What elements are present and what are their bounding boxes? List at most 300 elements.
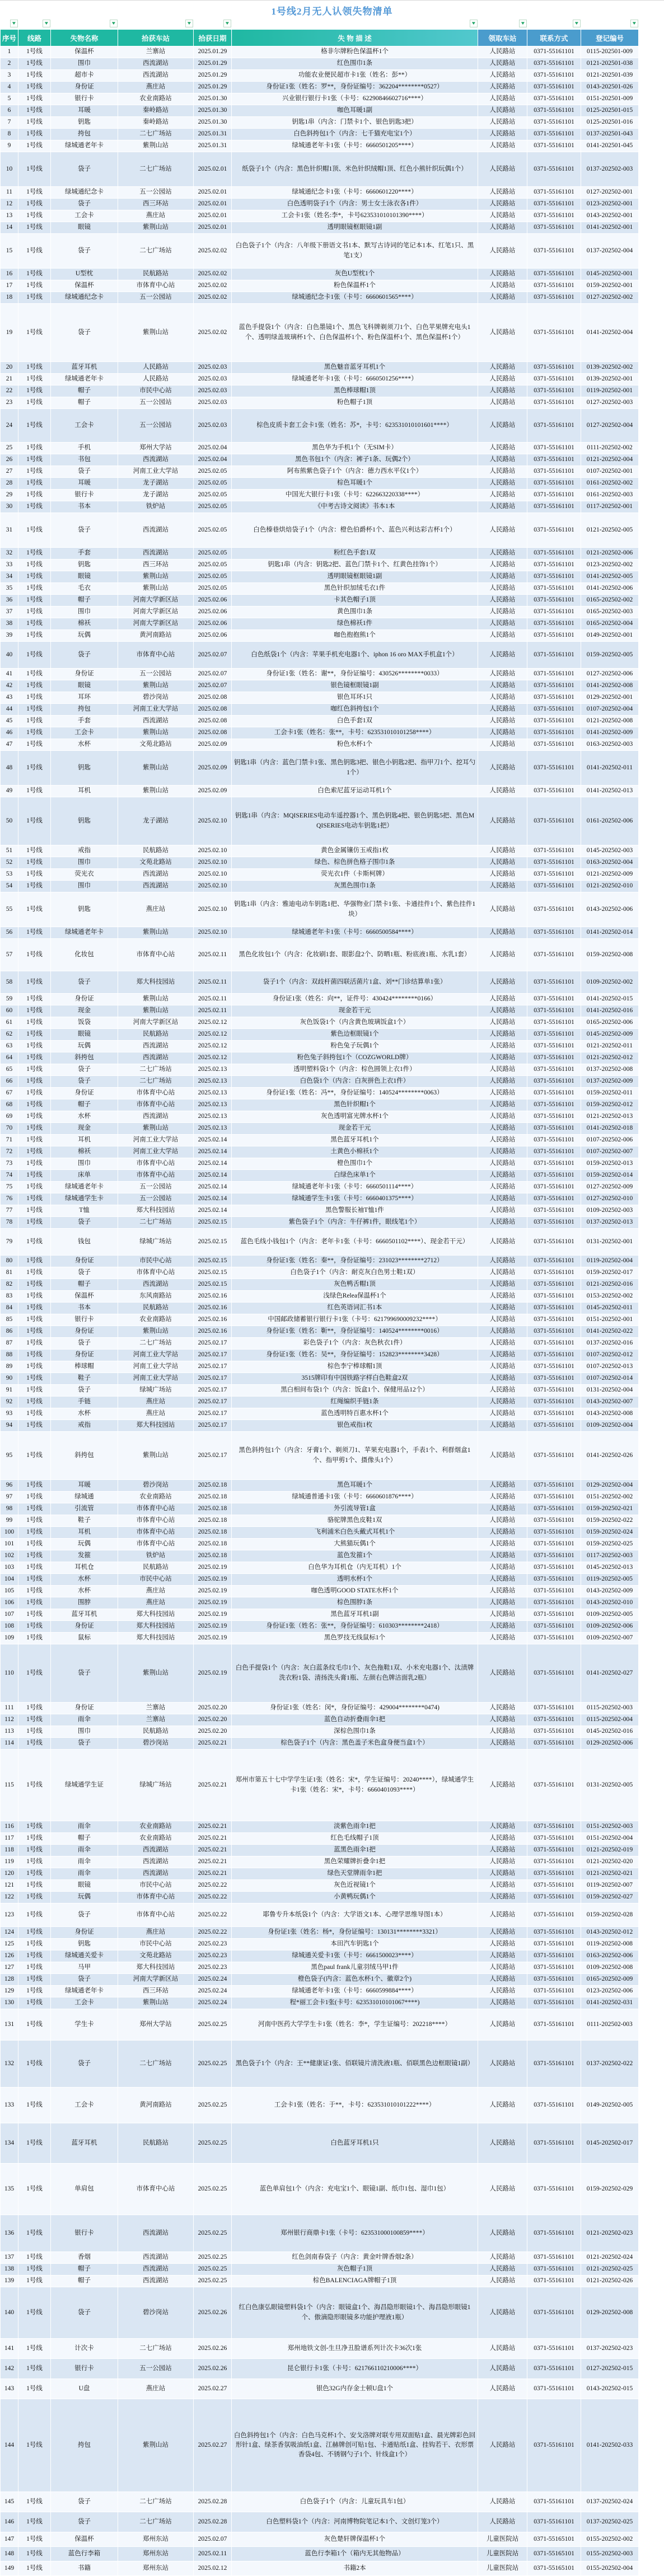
cell-item-name: 书本 bbox=[51, 1303, 118, 1314]
cell-found-station: 五一公园站 bbox=[118, 187, 194, 199]
cell-index: 31 bbox=[1, 513, 18, 548]
cell-found-station: 铁炉站 bbox=[118, 501, 194, 513]
cell-registration-no: 0165-202502-009 bbox=[581, 1974, 639, 1986]
lost-items-sheet bbox=[0, 1, 664, 2576]
cell-pickup-station: 人民路站 bbox=[478, 1833, 527, 1845]
cell-item-name: 荧光衣 bbox=[51, 869, 118, 881]
cell-index: 99 bbox=[1, 1515, 18, 1527]
cell-description: 袋子1个（内含：双歧杆菌四联活菌片1盒、刘**门诊结算单1张） bbox=[232, 971, 478, 994]
cell-index: 1 bbox=[1, 46, 18, 58]
cell-description: 黑色化妆包1个（内含：化妆刷1套、眼影盘2个、防晒1瓶、粉底液1瓶、水乳1套） bbox=[232, 939, 478, 971]
cell-contact-phone: 0371-55161101 bbox=[527, 397, 581, 409]
cell-registration-no: 0143-202502-009 bbox=[581, 1586, 639, 1597]
cell-contact-phone: 0371-55161101 bbox=[527, 548, 581, 560]
cell-index: 136 bbox=[1, 2215, 18, 2252]
cell-found-station: 西流湖站 bbox=[118, 2264, 194, 2276]
table-row bbox=[1, 1939, 639, 1950]
cell-description: 中国邮政储蓄银行银行卡1张（卡号：621799690009232****） bbox=[232, 1314, 478, 1326]
cell-found-station: 紫荆山站 bbox=[118, 680, 194, 692]
cell-registration-no: 0155-202502-003 bbox=[581, 2547, 639, 2561]
cell-found-station: 文苑北路站 bbox=[118, 1950, 194, 1962]
filter-dropdown-button[interactable] bbox=[470, 20, 478, 27]
cell-line: 1号线 bbox=[18, 1041, 51, 1052]
cell-registration-no: 0121-202502-009 bbox=[581, 869, 639, 881]
cell-found-station: 紫荆山站 bbox=[118, 727, 194, 739]
cell-line: 1号线 bbox=[18, 1005, 51, 1017]
cell-found-date: 2025.02.18 bbox=[194, 1503, 232, 1515]
cell-found-station: 市体育中心站 bbox=[118, 1267, 194, 1279]
filter-dropdown-button[interactable] bbox=[519, 20, 527, 27]
table-row bbox=[1, 454, 639, 466]
cell-description: 白色榛巷烘焙袋子1个（内含：橙色伯爵杯1个、蓝色兴利达彩吉杯1个） bbox=[232, 513, 478, 548]
cell-contact-phone: 0371-55161101 bbox=[527, 881, 581, 892]
cell-description: 白色华为耳机仓（内无耳机）1个 bbox=[232, 1562, 478, 1574]
cell-found-station: 五一公园站 bbox=[118, 1193, 194, 1205]
cell-description: 蓝色手提袋1个（内含：白色墨镜1个、黑色飞科牌剃须刀1个、白色苹果牌充电头1个、透明绿盖玻璃杯1个、白色保温杯1个、粉色保温杯1个、黑色保温杯1个） bbox=[232, 304, 478, 362]
cell-line: 1号线 bbox=[18, 478, 51, 490]
table-row bbox=[1, 199, 639, 210]
cell-item-name: 袋子 bbox=[51, 1385, 118, 1397]
cell-pickup-station: 人民路站 bbox=[478, 2492, 527, 2512]
cell-registration-no: 0161-202502-002 bbox=[581, 478, 639, 490]
cell-found-station: 燕庄站 bbox=[118, 1927, 194, 1939]
cell-found-station: 民航路站 bbox=[118, 1303, 194, 1314]
cell-description: 白色塑料袋1个（内含：河南博物院笔记本1个、文创灯笼3个） bbox=[232, 2512, 478, 2532]
cell-contact-phone: 0371-55161101 bbox=[527, 1738, 581, 1750]
cell-found-station: 燕庄站 bbox=[118, 1597, 194, 1609]
table-row bbox=[1, 222, 639, 234]
cell-found-date: 2025.02.15 bbox=[194, 1279, 232, 1291]
cell-description: 绿城通学生卡1张（卡号：6660401375****） bbox=[232, 1193, 478, 1205]
cell-found-station: 燕庄站 bbox=[118, 1586, 194, 1597]
cell-found-station: 兰寨站 bbox=[118, 46, 194, 58]
cell-found-date: 2025.02.16 bbox=[194, 1291, 232, 1303]
cell-found-station: 绿城广场站 bbox=[118, 1229, 194, 1256]
cell-found-station: 西流湖站 bbox=[118, 716, 194, 727]
table-row bbox=[1, 386, 639, 397]
cell-line: 1号线 bbox=[18, 210, 51, 222]
cell-contact-phone: 0371-55161101 bbox=[527, 374, 581, 386]
cell-index: 145 bbox=[1, 2492, 18, 2512]
cell-found-station: 市体育中心站 bbox=[118, 1892, 194, 1903]
cell-pickup-station: 人民路站 bbox=[478, 892, 527, 927]
cell-registration-no: 0121-202502-010 bbox=[581, 881, 639, 892]
cell-contact-phone: 0371-55161101 bbox=[527, 1256, 581, 1267]
cell-line: 1号线 bbox=[18, 2123, 51, 2164]
cell-line: 1号线 bbox=[18, 786, 51, 797]
table-row bbox=[1, 187, 639, 199]
cell-index: 28 bbox=[1, 478, 18, 490]
table-row bbox=[1, 2088, 639, 2123]
table-row bbox=[1, 2041, 639, 2088]
cell-index: 83 bbox=[1, 1291, 18, 1303]
cell-found-date: 2025.02.12 bbox=[194, 1041, 232, 1052]
cell-registration-no: 0129-202502-001 bbox=[581, 692, 639, 704]
cell-contact-phone: 0371-55161101 bbox=[527, 939, 581, 971]
cell-found-date: 2025.02.19 bbox=[194, 1574, 232, 1586]
cell-description: 大熊猫玩偶1个 bbox=[232, 1539, 478, 1550]
cell-contact-phone: 0371-55161101 bbox=[527, 797, 581, 845]
cell-contact-phone: 0371-55161101 bbox=[527, 1029, 581, 1041]
cell-line: 1号线 bbox=[18, 1123, 51, 1135]
cell-item-name: 棒球帽 bbox=[51, 1361, 118, 1373]
cell-line: 1号线 bbox=[18, 1527, 51, 1539]
cell-line: 1号线 bbox=[18, 2264, 51, 2276]
cell-index: 131 bbox=[1, 2009, 18, 2041]
cell-index: 66 bbox=[1, 1076, 18, 1088]
cell-registration-no: 0143-202502-007 bbox=[581, 1397, 639, 1408]
cell-found-station: 西流湖站 bbox=[118, 1111, 194, 1123]
cell-line: 1号线 bbox=[18, 443, 51, 454]
cell-line: 1号线 bbox=[18, 1361, 51, 1373]
cell-pickup-station: 人民路站 bbox=[478, 187, 527, 199]
cell-pickup-station: 人民路站 bbox=[478, 1111, 527, 1123]
cell-index: 70 bbox=[1, 1123, 18, 1135]
table-row bbox=[1, 1099, 639, 1111]
cell-line: 1号线 bbox=[18, 234, 51, 269]
filter-dropdown-button[interactable] bbox=[223, 20, 231, 27]
cell-found-station: 兰寨站 bbox=[118, 1714, 194, 1726]
filter-dropdown-button[interactable] bbox=[185, 20, 193, 27]
cell-line: 1号线 bbox=[18, 704, 51, 716]
cell-index: 138 bbox=[1, 2264, 18, 2276]
cell-item-name: U型枕 bbox=[51, 269, 118, 280]
filter-dropdown-button[interactable] bbox=[110, 20, 118, 27]
cell-contact-phone: 0371-55161101 bbox=[527, 1714, 581, 1726]
cell-contact-phone: 0371-55161101 bbox=[527, 1703, 581, 1714]
cell-index: 60 bbox=[1, 1005, 18, 1017]
cell-found-station: 市体育中心站 bbox=[118, 642, 194, 669]
cell-contact-phone: 0371-55161101 bbox=[527, 58, 581, 70]
cell-contact-phone: 0371-55161101 bbox=[527, 994, 581, 1005]
cell-description: 黑色华为手机1个（无SIM卡） bbox=[232, 443, 478, 454]
cell-contact-phone: 0371-55161101 bbox=[527, 869, 581, 881]
filter-cell-contact bbox=[527, 20, 581, 29]
cell-description: 身份证1张（姓名：冯**，身份证编号：140524********0063） bbox=[232, 1088, 478, 1099]
table-row bbox=[1, 1750, 639, 1821]
cell-index: 112 bbox=[1, 1714, 18, 1726]
cell-pickup-station: 人民路站 bbox=[478, 642, 527, 669]
cell-index: 4 bbox=[1, 82, 18, 93]
cell-line: 1号线 bbox=[18, 1986, 51, 1997]
cell-found-date: 2025.01.29 bbox=[194, 58, 232, 70]
cell-description: 紫色边框眼镜1个 bbox=[232, 1029, 478, 1041]
cell-index: 147 bbox=[1, 2532, 18, 2547]
cell-index: 140 bbox=[1, 2287, 18, 2339]
cell-index: 63 bbox=[1, 1041, 18, 1052]
cell-found-date: 2025.02.06 bbox=[194, 618, 232, 630]
cell-item-name: 眼镜 bbox=[51, 1029, 118, 1041]
cell-found-date: 2025.02.08 bbox=[194, 716, 232, 727]
cell-pickup-station: 人民路站 bbox=[478, 927, 527, 939]
cell-item-name: 银行卡 bbox=[51, 93, 118, 105]
cell-registration-no: 0119-202502-008 bbox=[581, 1939, 639, 1950]
cell-found-station: 市体育中心站 bbox=[118, 1170, 194, 1182]
cell-description: 绿城通老年卡1张（卡号：6660501256****） bbox=[232, 374, 478, 386]
cell-description: 黑色警服长袖T恤1件 bbox=[232, 1205, 478, 1217]
cell-item-name: 耳环 bbox=[51, 692, 118, 704]
cell-description: 骆驼牌黑色皮鞋1双 bbox=[232, 1515, 478, 1527]
cell-registration-no: 0121-202502-016 bbox=[581, 1279, 639, 1291]
cell-line: 1号线 bbox=[18, 2164, 51, 2215]
cell-found-date: 2025.02.21 bbox=[194, 1833, 232, 1845]
table-row bbox=[1, 1291, 639, 1303]
cell-contact-phone: 0371-55161101 bbox=[527, 1432, 581, 1480]
cell-item-name: 袋子 bbox=[51, 1903, 118, 1927]
cell-item-name: 床单 bbox=[51, 1170, 118, 1182]
cell-registration-no: 0127-202502-002 bbox=[581, 292, 639, 304]
cell-registration-no: 0123-202502-006 bbox=[581, 1986, 639, 1997]
cell-index: 148 bbox=[1, 2547, 18, 2561]
cell-pickup-station: 人民路站 bbox=[478, 374, 527, 386]
cell-index: 109 bbox=[1, 1633, 18, 1644]
table-row bbox=[1, 1326, 639, 1338]
table-row bbox=[1, 1621, 639, 1633]
cell-pickup-station: 人民路站 bbox=[478, 2164, 527, 2215]
cell-found-station: 紫荆山站 bbox=[118, 927, 194, 939]
cell-item-name: 袋子 bbox=[51, 2492, 118, 2512]
cell-registration-no: 0159-202502-022 bbox=[581, 1515, 639, 1527]
cell-pickup-station: 人民路站 bbox=[478, 971, 527, 994]
cell-pickup-station: 人民路站 bbox=[478, 2399, 527, 2492]
cell-item-name: T恤 bbox=[51, 1205, 118, 1217]
cell-found-date: 2025.02.13 bbox=[194, 1123, 232, 1135]
cell-pickup-station: 人民路站 bbox=[478, 478, 527, 490]
cell-pickup-station: 人民路站 bbox=[478, 704, 527, 716]
cell-line: 1号线 bbox=[18, 1373, 51, 1385]
cell-contact-phone: 0371-55161101 bbox=[527, 1821, 581, 1833]
cell-found-station: 五一公园站 bbox=[118, 669, 194, 680]
table-row bbox=[1, 1480, 639, 1492]
cell-contact-phone: 0371-55161101 bbox=[527, 1326, 581, 1338]
cell-found-date: 2025.02.17 bbox=[194, 1385, 232, 1397]
cell-found-date: 2025.02.23 bbox=[194, 1939, 232, 1950]
cell-registration-no: 0121-202502-005 bbox=[581, 513, 639, 548]
filter-dropdown-button[interactable] bbox=[10, 20, 18, 27]
cell-found-date: 2025.02.17 bbox=[194, 1408, 232, 1420]
cell-contact-phone: 0371-55161101 bbox=[527, 1397, 581, 1408]
cell-found-date: 2025.02.14 bbox=[194, 1135, 232, 1146]
cell-description: 钥匙1串（内含：门禁卡1个、银色钥匙3把） bbox=[232, 117, 478, 129]
table-row bbox=[1, 1574, 639, 1586]
table-row bbox=[1, 105, 639, 117]
cell-registration-no: 0141-202502-022 bbox=[581, 1326, 639, 1338]
cell-registration-no: 0121-202502-008 bbox=[581, 716, 639, 727]
cell-line: 1号线 bbox=[18, 1480, 51, 1492]
cell-pickup-station: 人民路站 bbox=[478, 1229, 527, 1256]
cell-registration-no: 0155-202502-002 bbox=[581, 2532, 639, 2547]
cell-line: 1号线 bbox=[18, 739, 51, 751]
cell-contact-phone: 0371-55161101 bbox=[527, 751, 581, 786]
cell-index: 50 bbox=[1, 797, 18, 845]
table-row bbox=[1, 1633, 639, 1644]
cell-pickup-station: 人民路站 bbox=[478, 1927, 527, 1939]
cell-found-station: 西流湖站 bbox=[118, 869, 194, 881]
cell-found-date: 2025.02.03 bbox=[194, 386, 232, 397]
cell-description: 黑色荣耀牌折叠伞1把 bbox=[232, 1856, 478, 1868]
cell-registration-no: 0107-202502-001 bbox=[581, 466, 639, 478]
cell-pickup-station: 人民路站 bbox=[478, 1146, 527, 1158]
cell-contact-phone: 0371-55161101 bbox=[527, 1111, 581, 1123]
cell-description: 透明水杯1个 bbox=[232, 1574, 478, 1586]
cell-found-station: 农业南路站 bbox=[118, 1492, 194, 1503]
cell-index: 25 bbox=[1, 443, 18, 454]
filter-dropdown-button[interactable] bbox=[573, 20, 581, 27]
cell-description: 河南中医药大学学生卡1张（姓名：李*，学生证编号：202218****） bbox=[232, 2009, 478, 2041]
cell-found-station: 河南工业大学站 bbox=[118, 1361, 194, 1373]
table-row bbox=[1, 1950, 639, 1962]
cell-pickup-station: 人民路站 bbox=[478, 1492, 527, 1503]
cell-contact-phone: 0371-55161101 bbox=[527, 1997, 581, 2009]
cell-registration-no: 0137-202502-022 bbox=[581, 2041, 639, 2088]
cell-found-date: 2025.02.17 bbox=[194, 1397, 232, 1408]
table-row bbox=[1, 93, 639, 105]
cell-description: 黑色棒球帽1顶 bbox=[232, 386, 478, 397]
cell-item-name: 蓝牙耳机 bbox=[51, 1609, 118, 1621]
cell-found-date: 2025.02.22 bbox=[194, 1903, 232, 1927]
cell-line: 1号线 bbox=[18, 140, 51, 152]
cell-contact-phone: 0371-55161101 bbox=[527, 1726, 581, 1738]
table-row bbox=[1, 618, 639, 630]
cell-item-name: 袋子 bbox=[51, 1064, 118, 1076]
cell-registration-no: 0137-202502-016 bbox=[581, 1338, 639, 1350]
cell-found-date: 2025.02.13 bbox=[194, 1088, 232, 1099]
table-row bbox=[1, 786, 639, 797]
cell-found-date: 2025.02.22 bbox=[194, 1927, 232, 1939]
table-row bbox=[1, 1586, 639, 1597]
cell-description: 银色戒指1枚 bbox=[232, 1420, 478, 1432]
cell-index: 23 bbox=[1, 397, 18, 409]
table-row bbox=[1, 129, 639, 140]
cell-registration-no: 0141-202502-031 bbox=[581, 1997, 639, 2009]
table-row bbox=[1, 1821, 639, 1833]
cell-index: 116 bbox=[1, 1821, 18, 1833]
cell-pickup-station: 人民路站 bbox=[478, 1135, 527, 1146]
cell-contact-phone: 0371-55161101 bbox=[527, 1597, 581, 1609]
cell-item-name: 钥匙 bbox=[51, 117, 118, 129]
cell-found-date: 2025.02.01 bbox=[194, 222, 232, 234]
table-row bbox=[1, 1217, 639, 1229]
cell-index: 102 bbox=[1, 1550, 18, 1562]
cell-found-date: 2025.02.16 bbox=[194, 1314, 232, 1326]
cell-description: 白色袋子1个（内含：耐克灰白色男士鞋1双） bbox=[232, 1267, 478, 1279]
table-row bbox=[1, 443, 639, 454]
cell-item-name: 身份证 bbox=[51, 1088, 118, 1099]
cell-line: 1号线 bbox=[18, 1099, 51, 1111]
cell-registration-no: 0165-202502-004 bbox=[581, 618, 639, 630]
cell-description: 白色手提袋1个（内含：灰白蓝条纹毛巾1个、灰色拖鞋1双、小米充电器1个、汰渍牌洗衣粉1袋、清扬洗头膏1瓶、左颜右色牌洁面乳2瓶） bbox=[232, 1644, 478, 1703]
cell-found-date: 2025.02.25 bbox=[194, 2088, 232, 2123]
cell-description: 灰色饭袋1个（内含黄色玻璃饭盒1个） bbox=[232, 1017, 478, 1029]
cell-contact-phone: 0371-55161101 bbox=[527, 692, 581, 704]
cell-line: 1号线 bbox=[18, 1076, 51, 1088]
cell-description: 白色纸袋1个（内含：苹果手机充电器1个、iphon 16 oro MAX手机盒1个） bbox=[232, 642, 478, 669]
cell-item-name: 眼镜 bbox=[51, 1880, 118, 1892]
cell-description: 棕色袋子1个（内含：黑色盖子米色盒身便当盒1个） bbox=[232, 1738, 478, 1750]
cell-line: 1号线 bbox=[18, 583, 51, 595]
cell-description: 身份证1张（姓名：向**，证件号：430424********0166） bbox=[232, 994, 478, 1005]
cell-item-name: 耳暖 bbox=[51, 1480, 118, 1492]
cell-found-date: 2025.02.05 bbox=[194, 466, 232, 478]
cell-registration-no: 0109-202502-006 bbox=[581, 1621, 639, 1633]
table-row bbox=[1, 680, 639, 692]
cell-pickup-station: 人民路站 bbox=[478, 2215, 527, 2252]
cell-index: 11 bbox=[1, 187, 18, 199]
cell-line: 1号线 bbox=[18, 797, 51, 845]
cell-found-station: 民航路站 bbox=[118, 2123, 194, 2164]
cell-registration-no: 0159-202502-008 bbox=[581, 939, 639, 971]
cell-pickup-station: 人民路站 bbox=[478, 1170, 527, 1182]
cell-description: 粉色保温杯1个 bbox=[232, 280, 478, 292]
cell-found-date: 2025.01.29 bbox=[194, 70, 232, 82]
cell-description: 身份证1张（姓名：靳**，身份证编号：140524********0016） bbox=[232, 1326, 478, 1338]
filter-dropdown-button[interactable] bbox=[43, 20, 50, 27]
cell-contact-phone: 0371-55161101 bbox=[527, 362, 581, 374]
cell-registration-no: 0141-202502-016 bbox=[581, 1005, 639, 1017]
cell-line: 1号线 bbox=[18, 1868, 51, 1880]
cell-found-date: 2025.02.10 bbox=[194, 797, 232, 845]
cell-item-name: 耳机 bbox=[51, 1135, 118, 1146]
cell-registration-no: 0143-202502-008 bbox=[581, 1408, 639, 1420]
cell-pickup-station: 人民路站 bbox=[478, 1205, 527, 1217]
cell-index: 21 bbox=[1, 374, 18, 386]
cell-description: 透明塑料袋1个（内含：棕色圆领上衣1件） bbox=[232, 1064, 478, 1076]
cell-line: 1号线 bbox=[18, 1927, 51, 1939]
cell-found-date: 2025.02.08 bbox=[194, 704, 232, 716]
cell-found-station: 黄河南路站 bbox=[118, 2088, 194, 2123]
cell-found-station: 河南大学新区站 bbox=[118, 1017, 194, 1029]
cell-pickup-station: 人民路站 bbox=[478, 1420, 527, 1432]
cell-found-station: 郑大科技园站 bbox=[118, 1420, 194, 1432]
table-row bbox=[1, 1903, 639, 1927]
cell-description: 钥匙1串（内含：蓝色门禁卡1张、黑色钥匙3把、银色小钥匙2把、指甲刀1个、挖耳勺1个） bbox=[232, 751, 478, 786]
cell-index: 46 bbox=[1, 727, 18, 739]
cell-found-date: 2025.02.28 bbox=[194, 2492, 232, 2512]
cell-line: 1号线 bbox=[18, 280, 51, 292]
cell-contact-phone: 0371-55161101 bbox=[527, 1503, 581, 1515]
cell-contact-phone: 0371-55161101 bbox=[527, 1193, 581, 1205]
cell-index: 118 bbox=[1, 1845, 18, 1856]
cell-registration-no: 0159-202502-001 bbox=[581, 280, 639, 292]
cell-found-date: 2025.02.13 bbox=[194, 1064, 232, 1076]
cell-found-station: 河南大学新区站 bbox=[118, 618, 194, 630]
cell-registration-no: 0117-202502-003 bbox=[581, 1550, 639, 1562]
cell-registration-no: 0125-202501-016 bbox=[581, 117, 639, 129]
cell-pickup-station: 人民路站 bbox=[478, 727, 527, 739]
cell-item-name: 化妆包 bbox=[51, 939, 118, 971]
filter-cell-found-date bbox=[193, 20, 231, 29]
cell-pickup-station: 人民路站 bbox=[478, 1738, 527, 1750]
cell-item-name: 眼镜 bbox=[51, 571, 118, 583]
filter-cell-registration bbox=[581, 20, 638, 29]
cell-index: 100 bbox=[1, 1527, 18, 1539]
cell-index: 127 bbox=[1, 1962, 18, 1974]
cell-index: 107 bbox=[1, 1609, 18, 1621]
filter-dropdown-button[interactable] bbox=[630, 20, 638, 27]
cell-found-station: 二七广场站 bbox=[118, 1217, 194, 1229]
cell-pickup-station: 人民路站 bbox=[478, 692, 527, 704]
cell-line: 1号线 bbox=[18, 857, 51, 869]
cell-index: 117 bbox=[1, 1833, 18, 1845]
table-row bbox=[1, 939, 639, 971]
cell-description: 透明眼镜框眼镜1副 bbox=[232, 222, 478, 234]
cell-contact-phone: 0371-55161101 bbox=[527, 1609, 581, 1621]
cell-registration-no: 0107-202502-012 bbox=[581, 1350, 639, 1361]
cell-description: 红白色康弘眼镜塑料袋1个（内含：眼镜盒1个、海昌隐形眼镜1个、海昌隐形眼镜1个、傲滴隐形眼镜多功能护理液1瓶） bbox=[232, 2287, 478, 2339]
cell-line: 1号线 bbox=[18, 971, 51, 994]
cell-index: 40 bbox=[1, 642, 18, 669]
cell-item-name: 钥匙 bbox=[51, 751, 118, 786]
